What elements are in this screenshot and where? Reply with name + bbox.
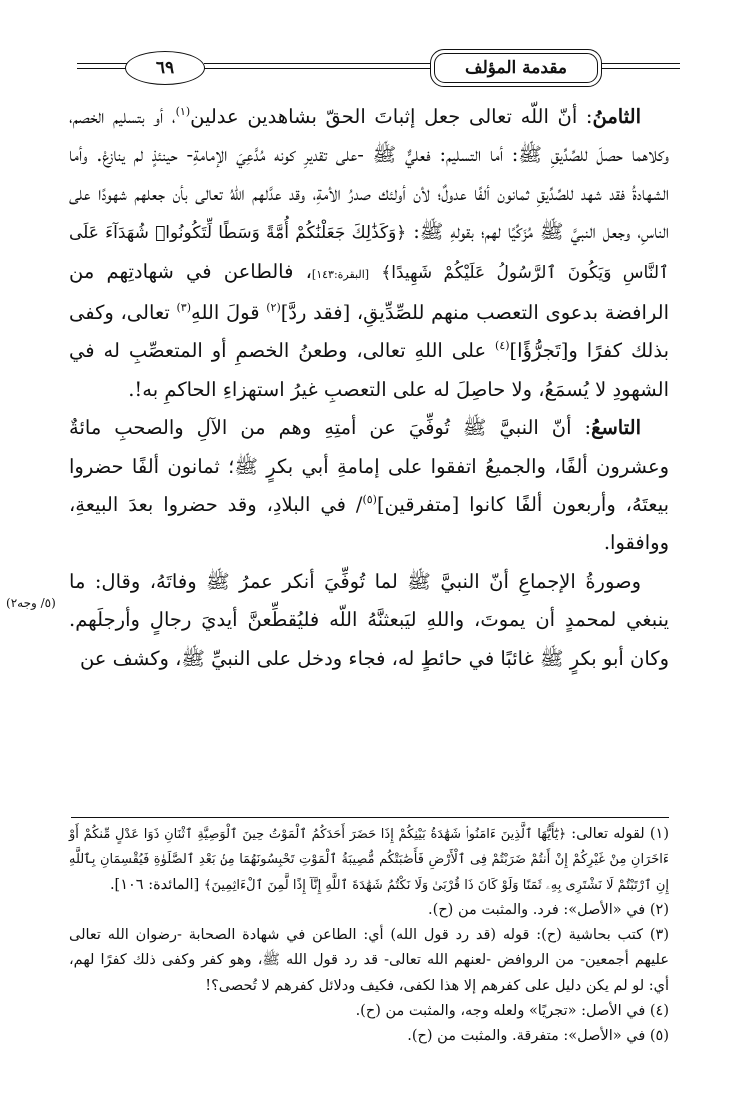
footnote-5-number: (٥) <box>649 1028 669 1045</box>
footnote-3-text: كتب بحاشية (ح): قوله (قد رد قول الله) أي: الطاعن في شهادة الصحابة -رضوان الله تعالى عليهم أجمعين- من الروافض -لعنهم الله تعالى- قد رد قول الله ﷺ، وهو كفر وكفى ذلك كفرًا لهم، أي: لو لم يكن دليل على كفرهم إلا هذا لكفى، فكيف ودلائل كفرهم لا تُحصى؟! <box>69 927 669 994</box>
header-title-frame <box>430 49 602 87</box>
verse-reference-baqarah: [البقرة:١٤٣] <box>311 267 370 281</box>
footnote-4-text: في الأصل: «تجريًا» ولعله وجه، والمثبت من (ح). <box>355 1003 646 1020</box>
footnote-1 <box>69 822 669 898</box>
p1-text-2: ، أو بتسليم الخصم، وكلاهما حصلَ للصِّدِّيقِ ﷺ: أما التسليم: فعليٌّ ﷺ -على تقديرِ كونه مُدَّعِيَ الإمامةِ- حينئذٍ لم ينازعْ. وأما الشهادةُ فقد شهد للصِّدِّيقِ ثمانون ألفًا عدولٌ؛ لأن أولئك صدرُ الأمةِ، وقد عدَّلهم اللهُ تعالى بأن جعلهم شهودًا على الناسِ، وجعل النبيَّ ﷺ مُزَكِّيًا لهم؛ بقولهِ ﷺ: <box>69 105 669 244</box>
p1-text-3: ، فالطاعن في شهادتِهم من الرافضة بدعوى التعصب منهم للصِّدِّيقِ، [فقد ردَّ] <box>69 259 670 325</box>
p3-text-1: وصورةُ الإجماعِ أنّ النبيَّ ﷺ لما تُوفِّيَ أنكر عمرُ ﷺ وفاتَهُ، وقال: ما ينبغي لمحمدٍ أن يموتَ، واللهِ ليَبعثنَّهُ اللّه فليُقطِّعنَّ أيديَ رجالٍ وأرجلَهم. وكان أبو بكرٍ ﷺ غائبًا في حائطٍ له، فجاء ودخل على النبيِّ ﷺ، وكشف عن <box>69 569 669 670</box>
header-rule-right-bottom <box>600 68 680 69</box>
p1-text-5: تعالى، وكفى بذلك كفرًا و[تَجرُّؤًا] <box>69 301 669 363</box>
paragraph-consensus <box>69 563 669 678</box>
paragraph-ninth <box>69 409 669 563</box>
header-rule-left-top <box>77 63 127 64</box>
footnote-ref-5: (٥) <box>362 493 377 507</box>
point-label-ninth: التاسعُ <box>591 416 641 440</box>
footnote-3-number: (٣) <box>649 927 670 944</box>
footnote-5 <box>69 1024 669 1049</box>
footnote-2-number: (٢) <box>649 901 669 918</box>
point-label-eighth: الثامنُ <box>592 105 641 128</box>
footnote-1-reference: [المائدة: ١٠٦]. <box>109 876 200 893</box>
manuscript-folio-note: (٥/ وجه٢) <box>6 596 56 610</box>
footnote-separator <box>71 817 669 818</box>
footnote-1-quran-verse: ﴿يَٰٓأَيُّهَا ٱلَّذِينَ ءَامَنُوا۟ شَهَٰدَةُ بَيْنِكُمْ إِذَا حَضَرَ أَحَدَكُمُ ٱلْمَوْتُ حِينَ ٱلْوَصِيَّةِ ٱثْنَانِ ذَوَا عَدْلٍ مِّنكُمْ أَوْ ءَاخَرَانِ مِنْ غَيْرِكُمْ إِنْ أَنتُمْ ضَرَبْتُمْ فِى ٱلْأَرْضِ فَأَصَٰبَتْكُم مُّصِيبَةُ ٱلْمَوْتِ تَحْبِسُونَهُمَا مِنۢ بَعْدِ ٱلصَّلَوٰةِ فَيُقْسِمَانِ بِٱللَّهِ إِنِ ٱرْتَبْتُمْ لَا نَشْتَرِى بِهِۦ ثَمَنًا وَلَوْ كَانَ ذَا قُرْبَىٰ وَلَا نَكْتُمُ شَهَٰدَةَ ٱللَّهِ إِنَّآ إِذًا لَّمِنَ ٱلْءَاثِمِينَ﴾ <box>69 827 669 893</box>
p2-text-1: : أنّ النبيَّ ﷺ تُوفِّيَ عن أمتِهِ وهم من الآلِ والصحبِ مائةٌ وعشرون ألفًا، والجميعُ اتفقوا على إمامةِ أبي بكرٍ ﷺ؛ ثمانون ألفًا حضروا بيعتَهُ، وأربعون ألفًا كانوا [متفرقين] <box>69 416 670 517</box>
footnote-1-number: (١) <box>649 826 670 842</box>
footnotes <box>69 822 669 1050</box>
footnote-ref-4: (٤) <box>495 339 510 353</box>
p1-text-6: على اللهِ تعالى، وطعنُ الخصمِ أو المتعصِّبِ له في الشهودِ لا يُسمَعُ، ولا حاصِلَ له على التعصبِ غيرُ استهزاءِ الحاكمِ به!. <box>69 339 669 401</box>
footnote-ref-3: (٣) <box>176 301 191 315</box>
footnote-5-text: في «الأصل»: متفرقة. والمثبت من (ح). <box>407 1028 646 1045</box>
p2-text-2: / في البلادِ، وقد حضروا بعدَ البيعةِ، ووافقوا. <box>69 493 669 555</box>
header-rule-left-bottom <box>77 68 127 69</box>
header-rule-middle-bottom <box>204 68 432 69</box>
footnote-2 <box>69 898 669 923</box>
p1-text-1: : أنّ اللّه تعالى جعل إثباتَ الحقّ بشاهدين عدلين <box>190 105 593 128</box>
footnote-3 <box>69 923 669 999</box>
p1-text-4: قولَ اللهِ <box>191 301 260 325</box>
main-text <box>69 98 669 678</box>
footnote-2-text: في «الأصل»: فرد. والمثبت من (ح). <box>428 901 646 918</box>
footnote-4-number: (٤) <box>649 1003 669 1020</box>
quran-verse-baqarah: ﴿وَكَذَٰلِكَ جَعَلْنَٰكُمْ أُمَّةً وَسَطًا لِّتَكُونُوا۟ شُهَدَآءَ عَلَى ٱلنَّاسِ وَيَكُونَ ٱلرَّسُولُ عَلَيْكُمْ شَهِيدًا﴾ <box>69 223 670 283</box>
paragraph-eighth <box>69 98 669 409</box>
page-number-frame <box>125 51 205 85</box>
footnote-ref-1: (١) <box>175 105 191 118</box>
header-rule-right-top <box>600 63 680 64</box>
footnote-ref-2: (٢) <box>266 301 281 315</box>
page-number: ٦٩ <box>155 58 175 78</box>
footnote-1-text: لقوله تعالى: <box>571 826 645 842</box>
running-header-title: مقدمة المؤلف <box>464 58 568 78</box>
header-rule-middle-top <box>204 63 432 64</box>
footnote-4 <box>69 999 669 1024</box>
